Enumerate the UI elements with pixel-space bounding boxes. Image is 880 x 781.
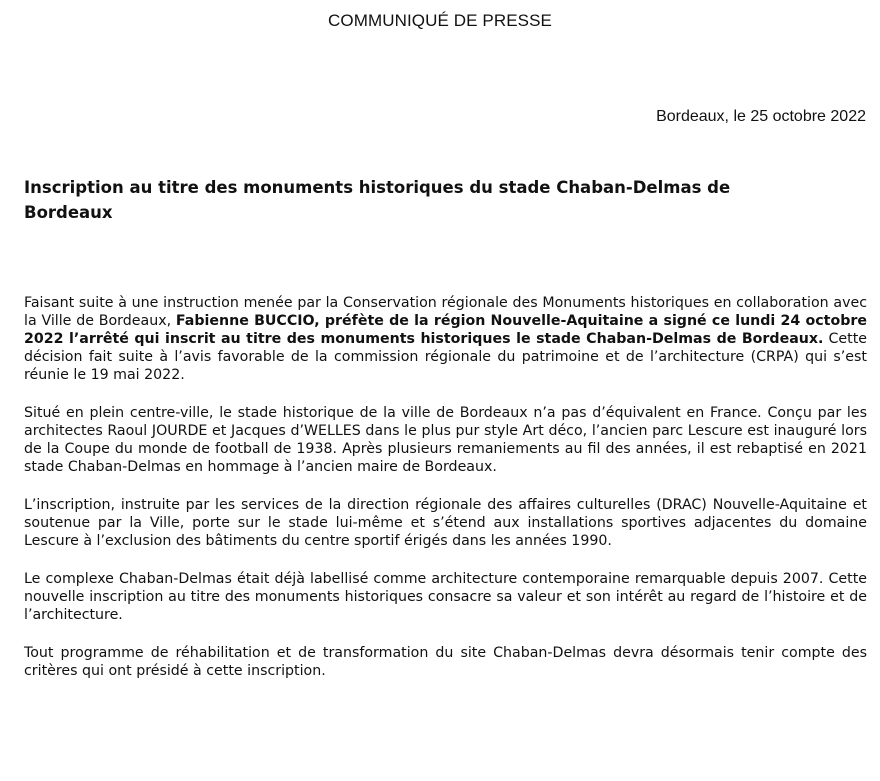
paragraph-2: Situé en plein centre-ville, le stade historique de la ville de Bordeaux n’a pas d’équivalent en France. Conçu par les architectes Raoul JOURDE et Jacques d’WELLES dans le plus pur style Art déco, l’ancien parc Lescure est inauguré lors de la Coupe du monde de football de 1938. Après plusieurs remaniements au fil des années, il est rebaptisé en 2021 stade Chaban-Delmas en hommage à l’ancien maire de Bordeaux. (24, 405, 867, 475)
press-release-body (24, 294, 867, 700)
paragraph-1-outro: Cette décision fait suite à l’avis favorable de la commission régionale du patrimoine et de l’architecture (CRPA) qui s’est réunie le 19 mai 2022. (24, 331, 867, 383)
press-release-title: Inscription au titre des monuments historiques du stade Chaban-Delmas de Bordeaux (24, 178, 731, 222)
paragraph-1-intro: Faisant suite à une instruction menée par la Conservation régionale des Monuments historiques en collaboration avec la Ville de Bordeaux, (24, 295, 867, 329)
paragraph-3: L’inscription, instruite par les services de la direction régionale des affaires culturelles (DRAC) Nouvelle-Aquitaine et soutenue par la Ville, porte sur le stade lui-même et s’étend aux installations sportives adjacentes du domaine Lescure à l’exclusion des bâtiments du centre sportif érigés dans les années 1990. (24, 497, 867, 549)
dateline: Bordeaux, le 25 octobre 2022 (656, 108, 866, 125)
paragraph-4: Le complexe Chaban-Delmas était déjà labellisé comme architecture contemporaine remarquable depuis 2007. Cette nouvelle inscription au titre des monuments historiques consacre sa valeur et son intérêt au regard de l’histoire et de l’architecture. (24, 571, 867, 623)
paragraph-1-highlight: Fabienne BUCCIO, préfète de la région Nouvelle-Aquitaine a signé ce lundi 24 octobre 2022 l’arrêté qui inscrit au titre des monuments historiques le stade Chaban-Delmas de Bordeaux. (24, 313, 867, 347)
document-type-heading: COMMUNIQUÉ DE PRESSE (328, 11, 552, 30)
paragraph-5: Tout programme de réhabilitation et de transformation du site Chaban-Delmas devra désormais tenir compte des critères qui ont présidé à cette inscription. (24, 645, 867, 679)
paragraph-1 (24, 294, 867, 384)
